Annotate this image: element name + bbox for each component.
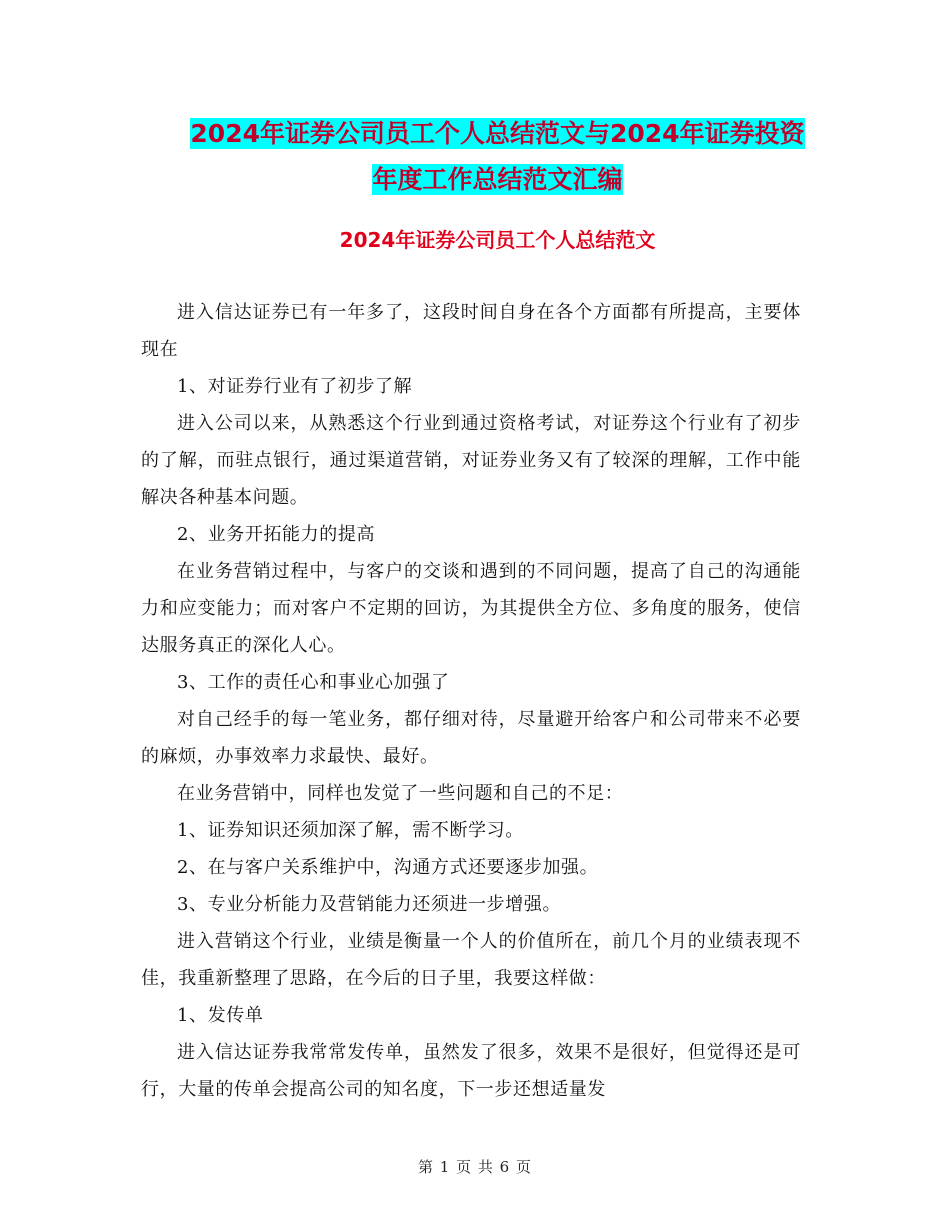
- paragraph: 进入营销这个行业，业绩是衡量一个人的价值所在，前几个月的业绩表现不佳，我重新整理了思路，在今后的日子里，我要这样做：: [141, 931, 801, 989]
- paragraph: 进入信达证券我常常发传单，虽然发了很多，效果不是很好，但觉得还是可行，大量的传单会提高公司的知名度，下一步还想适量发: [141, 1042, 801, 1100]
- paragraph: 1、发传单: [177, 1005, 264, 1026]
- paragraph: 对自己经手的每一笔业务，都仔细对待，尽量避开给客户和公司带来不必要的麻烦，办事效率力求最快、最好。: [141, 709, 801, 767]
- main-title-line-1: [140, 114, 855, 150]
- section-title: 2024年证券公司员工个人总结范文: [339, 228, 656, 252]
- page-footer: 第 1 页 共 6 页: [418, 1158, 532, 1176]
- paragraph: 2、在与客户关系维护中，沟通方式还要逐步加强。: [177, 857, 599, 878]
- paragraph: 2、业务开拓能力的提高: [177, 524, 376, 545]
- main-title-line-2: [140, 160, 855, 196]
- paragraph: 进入公司以来，从熟悉这个行业到通过资格考试，对证券这个行业有了初步的了解，而驻点银行，通过渠道营销，对证券业务又有了较深的理解，工作中能解决各种基本问题。: [141, 413, 801, 508]
- paragraph: 3、专业分析能力及营销能力还须进一步增强。: [177, 894, 562, 915]
- body-text: [141, 294, 801, 1108]
- main-title-line-1-text: 2024年证券公司员工个人总结范文与2024年证券投资: [190, 119, 805, 148]
- paragraph: 3、工作的责任心和事业心加强了: [177, 672, 450, 693]
- paragraph: 在业务营销过程中，与客户的交谈和遇到的不同问题，提高了自己的沟通能力和应变能力；而对客户不定期的回访，为其提供全方位、多角度的服务，使信达服务真正的深化人心。: [141, 561, 801, 656]
- paragraph: 进入信达证券已有一年多了，这段时间自身在各个方面都有所提高，主要体现在: [141, 302, 801, 360]
- paragraph: 1、证券知识还须加深了解，需不断学习。: [177, 820, 524, 841]
- paragraph: 在业务营销中，同样也发觉了一些问题和自己的不足：: [177, 783, 624, 804]
- main-title-line-2-text: 年度工作总结范文汇编: [372, 165, 623, 194]
- paragraph: 1、对证券行业有了初步了解: [177, 376, 413, 397]
